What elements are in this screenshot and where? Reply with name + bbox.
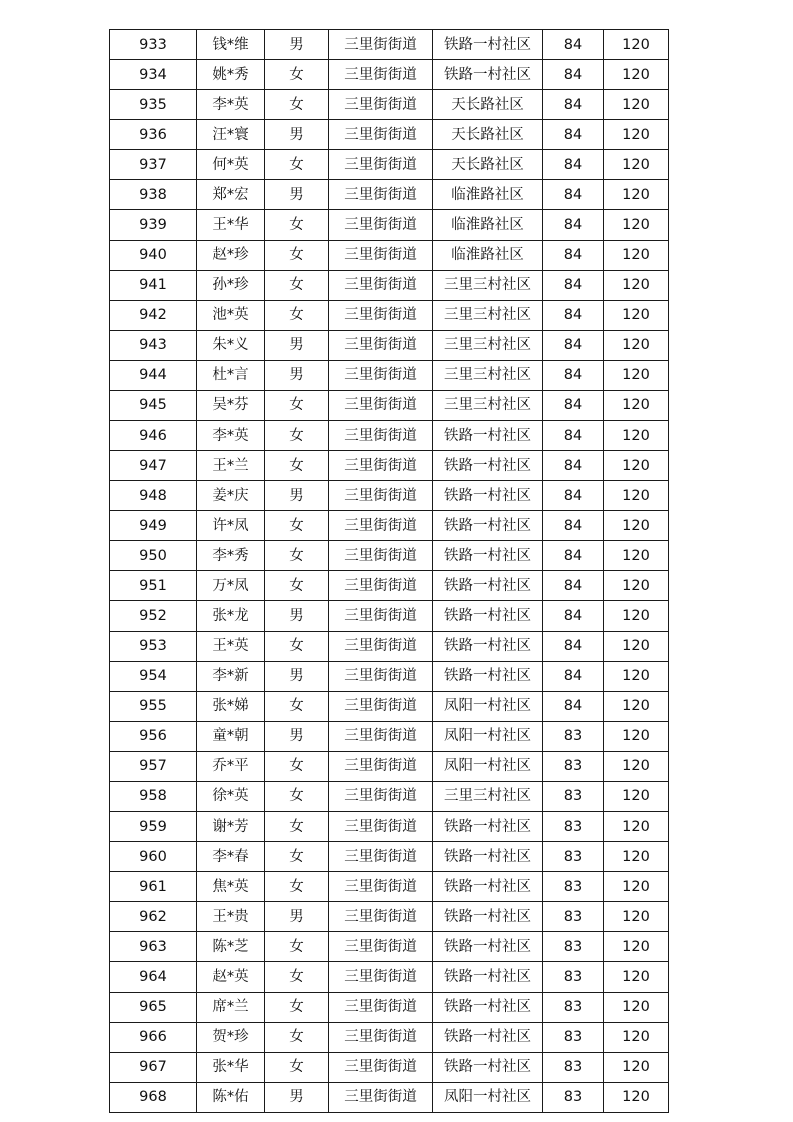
- name-cell: 朱*义: [197, 330, 265, 360]
- table-row: [110, 511, 669, 541]
- serial-number-cell: 951: [110, 571, 197, 601]
- street-cell: 三里街街道: [329, 240, 433, 270]
- table-row: [110, 902, 669, 932]
- table-row: [110, 180, 669, 210]
- serial-number-cell: 944: [110, 360, 197, 390]
- table-row: [110, 842, 669, 872]
- age-cell: 84: [543, 360, 604, 390]
- street-cell: 三里街街道: [329, 511, 433, 541]
- age-cell: 83: [543, 1052, 604, 1082]
- serial-number-cell: 966: [110, 1022, 197, 1052]
- age-cell: 83: [543, 1022, 604, 1052]
- amount-cell: 120: [604, 631, 669, 661]
- roster-page: [109, 29, 669, 1113]
- serial-number-cell: 953: [110, 631, 197, 661]
- table-row: [110, 691, 669, 721]
- table-row: [110, 60, 669, 90]
- community-cell: 天长路社区: [433, 90, 543, 120]
- name-cell: 王*贵: [197, 902, 265, 932]
- age-cell: 84: [543, 30, 604, 60]
- street-cell: 三里街街道: [329, 661, 433, 691]
- name-cell: 万*凤: [197, 571, 265, 601]
- table-row: [110, 1022, 669, 1052]
- amount-cell: 120: [604, 210, 669, 240]
- street-cell: 三里街街道: [329, 120, 433, 150]
- community-cell: 三里三村社区: [433, 390, 543, 420]
- amount-cell: 120: [604, 812, 669, 842]
- age-cell: 84: [543, 661, 604, 691]
- age-cell: 84: [543, 240, 604, 270]
- age-cell: 84: [543, 451, 604, 481]
- age-cell: 84: [543, 210, 604, 240]
- street-cell: 三里街街道: [329, 872, 433, 902]
- table-row: [110, 661, 669, 691]
- street-cell: 三里街街道: [329, 481, 433, 511]
- street-cell: 三里街街道: [329, 451, 433, 481]
- table-row: [110, 541, 669, 571]
- amount-cell: 120: [604, 902, 669, 932]
- name-cell: 陈*芝: [197, 932, 265, 962]
- street-cell: 三里街街道: [329, 421, 433, 451]
- age-cell: 84: [543, 270, 604, 300]
- serial-number-cell: 949: [110, 511, 197, 541]
- community-cell: 临淮路社区: [433, 180, 543, 210]
- gender-cell: 女: [265, 270, 329, 300]
- name-cell: 焦*英: [197, 872, 265, 902]
- name-cell: 王*兰: [197, 451, 265, 481]
- serial-number-cell: 937: [110, 150, 197, 180]
- amount-cell: 120: [604, 390, 669, 420]
- table-row: [110, 150, 669, 180]
- serial-number-cell: 952: [110, 601, 197, 631]
- community-cell: 铁路一村社区: [433, 481, 543, 511]
- age-cell: 84: [543, 511, 604, 541]
- name-cell: 汪*寰: [197, 120, 265, 150]
- gender-cell: 女: [265, 240, 329, 270]
- name-cell: 张*龙: [197, 601, 265, 631]
- name-cell: 李*新: [197, 661, 265, 691]
- table-row: [110, 451, 669, 481]
- name-cell: 赵*珍: [197, 240, 265, 270]
- age-cell: 84: [543, 120, 604, 150]
- age-cell: 84: [543, 541, 604, 571]
- amount-cell: 120: [604, 120, 669, 150]
- amount-cell: 120: [604, 270, 669, 300]
- amount-cell: 120: [604, 601, 669, 631]
- gender-cell: 男: [265, 601, 329, 631]
- table-row: [110, 240, 669, 270]
- table-row: [110, 481, 669, 511]
- street-cell: 三里街街道: [329, 631, 433, 661]
- street-cell: 三里街街道: [329, 30, 433, 60]
- community-cell: 三里三村社区: [433, 330, 543, 360]
- serial-number-cell: 959: [110, 812, 197, 842]
- table-row: [110, 1082, 669, 1112]
- table-row: [110, 571, 669, 601]
- street-cell: 三里街街道: [329, 1082, 433, 1112]
- table-row: [110, 1052, 669, 1082]
- street-cell: 三里街街道: [329, 60, 433, 90]
- table-row: [110, 330, 669, 360]
- name-cell: 徐*英: [197, 781, 265, 811]
- name-cell: 王*华: [197, 210, 265, 240]
- amount-cell: 120: [604, 992, 669, 1022]
- gender-cell: 男: [265, 180, 329, 210]
- gender-cell: 女: [265, 571, 329, 601]
- gender-cell: 女: [265, 781, 329, 811]
- community-cell: 铁路一村社区: [433, 631, 543, 661]
- gender-cell: 男: [265, 661, 329, 691]
- community-cell: 铁路一村社区: [433, 511, 543, 541]
- name-cell: 陈*佑: [197, 1082, 265, 1112]
- table-row: [110, 210, 669, 240]
- community-cell: 铁路一村社区: [433, 541, 543, 571]
- table-row: [110, 421, 669, 451]
- street-cell: 三里街街道: [329, 180, 433, 210]
- community-cell: 铁路一村社区: [433, 992, 543, 1022]
- table-row: [110, 360, 669, 390]
- community-cell: 凤阳一村社区: [433, 1082, 543, 1112]
- name-cell: 谢*芳: [197, 812, 265, 842]
- gender-cell: 男: [265, 1082, 329, 1112]
- serial-number-cell: 957: [110, 751, 197, 781]
- community-cell: 铁路一村社区: [433, 661, 543, 691]
- table-row: [110, 270, 669, 300]
- gender-cell: 女: [265, 421, 329, 451]
- age-cell: 83: [543, 902, 604, 932]
- amount-cell: 120: [604, 721, 669, 751]
- street-cell: 三里街街道: [329, 270, 433, 300]
- amount-cell: 120: [604, 932, 669, 962]
- gender-cell: 女: [265, 962, 329, 992]
- gender-cell: 女: [265, 872, 329, 902]
- serial-number-cell: 939: [110, 210, 197, 240]
- name-cell: 李*秀: [197, 541, 265, 571]
- name-cell: 赵*英: [197, 962, 265, 992]
- street-cell: 三里街街道: [329, 691, 433, 721]
- community-cell: 铁路一村社区: [433, 571, 543, 601]
- street-cell: 三里街街道: [329, 360, 433, 390]
- serial-number-cell: 964: [110, 962, 197, 992]
- serial-number-cell: 934: [110, 60, 197, 90]
- community-cell: 铁路一村社区: [433, 842, 543, 872]
- gender-cell: 女: [265, 90, 329, 120]
- community-cell: 天长路社区: [433, 150, 543, 180]
- serial-number-cell: 936: [110, 120, 197, 150]
- name-cell: 席*兰: [197, 992, 265, 1022]
- community-cell: 凤阳一村社区: [433, 751, 543, 781]
- community-cell: 三里三村社区: [433, 781, 543, 811]
- amount-cell: 120: [604, 842, 669, 872]
- table-row: [110, 300, 669, 330]
- amount-cell: 120: [604, 511, 669, 541]
- street-cell: 三里街街道: [329, 210, 433, 240]
- serial-number-cell: 954: [110, 661, 197, 691]
- table-row: [110, 962, 669, 992]
- community-cell: 铁路一村社区: [433, 872, 543, 902]
- street-cell: 三里街街道: [329, 330, 433, 360]
- serial-number-cell: 938: [110, 180, 197, 210]
- community-cell: 铁路一村社区: [433, 601, 543, 631]
- name-cell: 吴*芬: [197, 390, 265, 420]
- gender-cell: 女: [265, 691, 329, 721]
- community-cell: 铁路一村社区: [433, 30, 543, 60]
- amount-cell: 120: [604, 1022, 669, 1052]
- serial-number-cell: 941: [110, 270, 197, 300]
- gender-cell: 女: [265, 1022, 329, 1052]
- serial-number-cell: 961: [110, 872, 197, 902]
- table-row: [110, 781, 669, 811]
- amount-cell: 120: [604, 60, 669, 90]
- age-cell: 84: [543, 60, 604, 90]
- age-cell: 84: [543, 421, 604, 451]
- gender-cell: 女: [265, 511, 329, 541]
- gender-cell: 女: [265, 842, 329, 872]
- community-cell: 铁路一村社区: [433, 902, 543, 932]
- serial-number-cell: 933: [110, 30, 197, 60]
- serial-number-cell: 947: [110, 451, 197, 481]
- street-cell: 三里街街道: [329, 571, 433, 601]
- street-cell: 三里街街道: [329, 781, 433, 811]
- street-cell: 三里街街道: [329, 902, 433, 932]
- amount-cell: 120: [604, 90, 669, 120]
- serial-number-cell: 962: [110, 902, 197, 932]
- age-cell: 84: [543, 150, 604, 180]
- name-cell: 贺*珍: [197, 1022, 265, 1052]
- street-cell: 三里街街道: [329, 1052, 433, 1082]
- gender-cell: 女: [265, 1052, 329, 1082]
- gender-cell: 男: [265, 120, 329, 150]
- community-cell: 铁路一村社区: [433, 812, 543, 842]
- amount-cell: 120: [604, 872, 669, 902]
- name-cell: 童*朝: [197, 721, 265, 751]
- table-row: [110, 992, 669, 1022]
- street-cell: 三里街街道: [329, 90, 433, 120]
- table-row: [110, 812, 669, 842]
- age-cell: 83: [543, 932, 604, 962]
- amount-cell: 120: [604, 360, 669, 390]
- street-cell: 三里街街道: [329, 721, 433, 751]
- age-cell: 84: [543, 330, 604, 360]
- gender-cell: 女: [265, 60, 329, 90]
- amount-cell: 120: [604, 481, 669, 511]
- community-cell: 铁路一村社区: [433, 962, 543, 992]
- street-cell: 三里街街道: [329, 1022, 433, 1052]
- age-cell: 84: [543, 601, 604, 631]
- amount-cell: 120: [604, 421, 669, 451]
- street-cell: 三里街街道: [329, 751, 433, 781]
- name-cell: 孙*珍: [197, 270, 265, 300]
- community-cell: 铁路一村社区: [433, 1022, 543, 1052]
- amount-cell: 120: [604, 571, 669, 601]
- age-cell: 83: [543, 992, 604, 1022]
- amount-cell: 120: [604, 1052, 669, 1082]
- serial-number-cell: 968: [110, 1082, 197, 1112]
- community-cell: 天长路社区: [433, 120, 543, 150]
- gender-cell: 男: [265, 481, 329, 511]
- community-cell: 三里三村社区: [433, 270, 543, 300]
- table-row: [110, 631, 669, 661]
- age-cell: 84: [543, 90, 604, 120]
- serial-number-cell: 958: [110, 781, 197, 811]
- age-cell: 83: [543, 962, 604, 992]
- serial-number-cell: 960: [110, 842, 197, 872]
- serial-number-cell: 946: [110, 421, 197, 451]
- name-cell: 杜*言: [197, 360, 265, 390]
- age-cell: 83: [543, 842, 604, 872]
- gender-cell: 女: [265, 992, 329, 1022]
- amount-cell: 120: [604, 150, 669, 180]
- community-cell: 铁路一村社区: [433, 451, 543, 481]
- age-cell: 84: [543, 631, 604, 661]
- serial-number-cell: 942: [110, 300, 197, 330]
- street-cell: 三里街街道: [329, 992, 433, 1022]
- community-cell: 铁路一村社区: [433, 60, 543, 90]
- table-row: [110, 721, 669, 751]
- serial-number-cell: 955: [110, 691, 197, 721]
- name-cell: 何*英: [197, 150, 265, 180]
- name-cell: 钱*维: [197, 30, 265, 60]
- community-cell: 凤阳一村社区: [433, 721, 543, 751]
- table-row: [110, 751, 669, 781]
- age-cell: 83: [543, 751, 604, 781]
- serial-number-cell: 948: [110, 481, 197, 511]
- age-cell: 83: [543, 872, 604, 902]
- street-cell: 三里街街道: [329, 601, 433, 631]
- table-row: [110, 872, 669, 902]
- name-cell: 姚*秀: [197, 60, 265, 90]
- name-cell: 张*娣: [197, 691, 265, 721]
- age-cell: 83: [543, 781, 604, 811]
- table-row: [110, 601, 669, 631]
- name-cell: 张*华: [197, 1052, 265, 1082]
- gender-cell: 男: [265, 30, 329, 60]
- amount-cell: 120: [604, 661, 669, 691]
- age-cell: 83: [543, 812, 604, 842]
- serial-number-cell: 963: [110, 932, 197, 962]
- gender-cell: 男: [265, 360, 329, 390]
- serial-number-cell: 950: [110, 541, 197, 571]
- gender-cell: 女: [265, 210, 329, 240]
- gender-cell: 女: [265, 932, 329, 962]
- amount-cell: 120: [604, 751, 669, 781]
- serial-number-cell: 967: [110, 1052, 197, 1082]
- gender-cell: 女: [265, 390, 329, 420]
- gender-cell: 女: [265, 751, 329, 781]
- street-cell: 三里街街道: [329, 300, 433, 330]
- street-cell: 三里街街道: [329, 962, 433, 992]
- amount-cell: 120: [604, 541, 669, 571]
- gender-cell: 男: [265, 902, 329, 932]
- amount-cell: 120: [604, 180, 669, 210]
- age-cell: 84: [543, 180, 604, 210]
- community-cell: 铁路一村社区: [433, 1052, 543, 1082]
- gender-cell: 女: [265, 451, 329, 481]
- serial-number-cell: 956: [110, 721, 197, 751]
- name-cell: 乔*平: [197, 751, 265, 781]
- gender-cell: 男: [265, 721, 329, 751]
- community-cell: 铁路一村社区: [433, 932, 543, 962]
- amount-cell: 120: [604, 781, 669, 811]
- name-cell: 姜*庆: [197, 481, 265, 511]
- gender-cell: 女: [265, 150, 329, 180]
- serial-number-cell: 935: [110, 90, 197, 120]
- street-cell: 三里街街道: [329, 932, 433, 962]
- community-cell: 凤阳一村社区: [433, 691, 543, 721]
- serial-number-cell: 965: [110, 992, 197, 1022]
- street-cell: 三里街街道: [329, 812, 433, 842]
- name-cell: 许*凤: [197, 511, 265, 541]
- amount-cell: 120: [604, 451, 669, 481]
- gender-cell: 男: [265, 330, 329, 360]
- community-cell: 三里三村社区: [433, 360, 543, 390]
- age-cell: 83: [543, 1082, 604, 1112]
- serial-number-cell: 943: [110, 330, 197, 360]
- table-row: [110, 30, 669, 60]
- name-cell: 李*春: [197, 842, 265, 872]
- community-cell: 临淮路社区: [433, 240, 543, 270]
- name-cell: 李*英: [197, 421, 265, 451]
- table-row: [110, 90, 669, 120]
- amount-cell: 120: [604, 691, 669, 721]
- community-cell: 临淮路社区: [433, 210, 543, 240]
- age-cell: 83: [543, 721, 604, 751]
- amount-cell: 120: [604, 300, 669, 330]
- roster-table: [109, 29, 669, 1113]
- age-cell: 84: [543, 691, 604, 721]
- amount-cell: 120: [604, 1082, 669, 1112]
- roster-body: [110, 30, 669, 1113]
- serial-number-cell: 945: [110, 390, 197, 420]
- amount-cell: 120: [604, 30, 669, 60]
- amount-cell: 120: [604, 330, 669, 360]
- street-cell: 三里街街道: [329, 150, 433, 180]
- amount-cell: 120: [604, 240, 669, 270]
- amount-cell: 120: [604, 962, 669, 992]
- name-cell: 李*英: [197, 90, 265, 120]
- age-cell: 84: [543, 571, 604, 601]
- name-cell: 郑*宏: [197, 180, 265, 210]
- street-cell: 三里街街道: [329, 541, 433, 571]
- age-cell: 84: [543, 390, 604, 420]
- community-cell: 三里三村社区: [433, 300, 543, 330]
- serial-number-cell: 940: [110, 240, 197, 270]
- age-cell: 84: [543, 300, 604, 330]
- table-row: [110, 932, 669, 962]
- name-cell: 池*英: [197, 300, 265, 330]
- name-cell: 王*英: [197, 631, 265, 661]
- street-cell: 三里街街道: [329, 390, 433, 420]
- street-cell: 三里街街道: [329, 842, 433, 872]
- gender-cell: 女: [265, 300, 329, 330]
- gender-cell: 女: [265, 631, 329, 661]
- gender-cell: 女: [265, 812, 329, 842]
- gender-cell: 女: [265, 541, 329, 571]
- community-cell: 铁路一村社区: [433, 421, 543, 451]
- table-row: [110, 390, 669, 420]
- table-row: [110, 120, 669, 150]
- age-cell: 84: [543, 481, 604, 511]
